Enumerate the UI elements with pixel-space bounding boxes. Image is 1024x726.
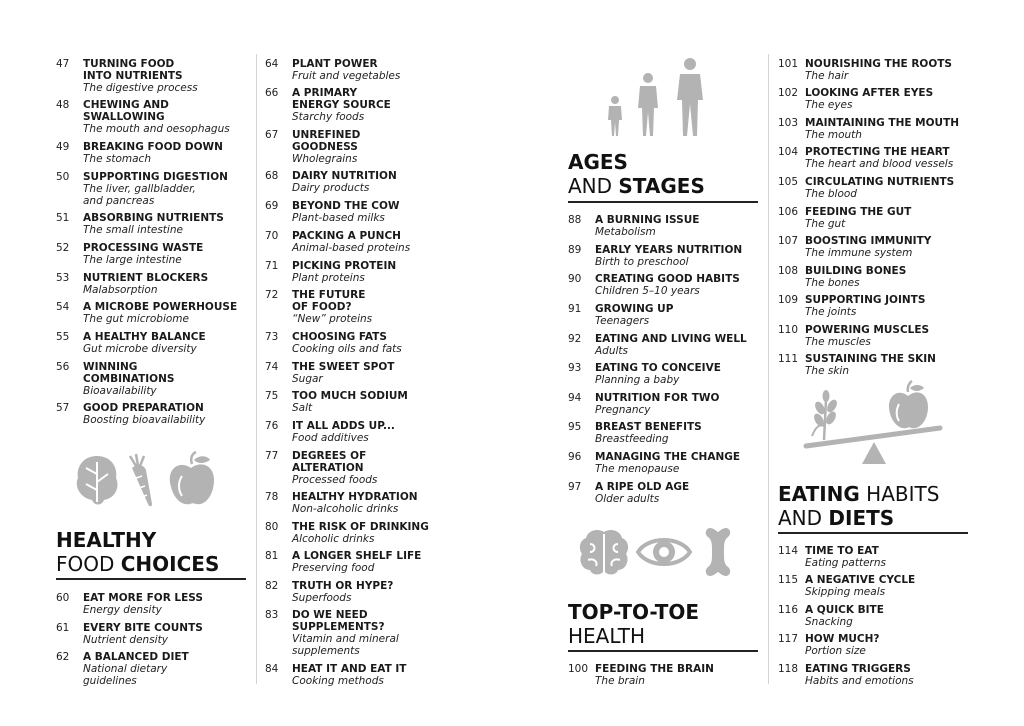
entry-subtitle: Fruit and vegetables	[292, 70, 401, 82]
entry-title: TRUTH OR HYPE?	[292, 580, 394, 592]
entry-subtitle: Plant-based milks	[292, 212, 385, 224]
page-number: 61	[56, 622, 70, 634]
entry-title: POWERING MUSCLES	[805, 324, 930, 336]
scale-icon	[800, 420, 946, 468]
entry-title: CHEWING AND SWALLOWING	[83, 99, 169, 123]
entry-title: A BALANCED DIET	[83, 651, 189, 663]
entry-title: A HEALTHY BALANCE	[83, 331, 206, 343]
page-number: 90	[568, 273, 582, 285]
entry-subtitle: Superfoods	[292, 592, 352, 604]
entry-title: THE SWEET SPOT	[292, 361, 395, 373]
entry-subtitle: The gut microbiome	[83, 313, 189, 325]
entry-title: SUPPORTING JOINTS	[805, 294, 926, 306]
entry-subtitle: The liver, gallbladder, and pancreas	[83, 183, 196, 207]
entry-title: A BURNING ISSUE	[595, 214, 700, 226]
entry-subtitle: The hair	[805, 70, 849, 82]
entry-title: A LONGER SHELF LIFE	[292, 550, 422, 562]
page-number: 107	[778, 235, 799, 247]
entry-subtitle: Pregnancy	[595, 404, 651, 416]
page-number: 80	[265, 521, 279, 533]
entry-title: HOW MUCH?	[805, 633, 880, 645]
page-number: 78	[265, 491, 279, 503]
entry-title: GROWING UP	[595, 303, 674, 315]
page-number: 77	[265, 450, 279, 462]
entry-title: EVERY BITE COUNTS	[83, 622, 203, 634]
heading-light: AND	[568, 174, 619, 198]
entry-title: MAINTAINING THE MOUTH	[805, 117, 960, 129]
apple-icon	[166, 450, 216, 508]
page-number: 74	[265, 361, 279, 373]
section-heading-ages-and-stages	[568, 150, 705, 198]
entry-title: SUSTAINING THE SKIN	[805, 353, 936, 365]
page-number: 51	[56, 212, 70, 224]
page-number: 71	[265, 260, 279, 272]
entry-subtitle: Nutrient density	[83, 634, 168, 646]
entry-subtitle: Food additives	[292, 432, 369, 444]
page-number: 91	[568, 303, 582, 315]
heading-bold: DIETS	[828, 506, 895, 530]
entry-subtitle: Snacking	[805, 616, 853, 628]
entry-title: BEYOND THE COW	[292, 200, 400, 212]
entry-title: TURNING FOOD INTO NUTRIENTS	[83, 58, 183, 82]
page-number: 92	[568, 333, 582, 345]
entry-title: PROCESSING WASTE	[83, 242, 204, 254]
page-number: 97	[568, 481, 582, 493]
page-number: 54	[56, 301, 70, 313]
entry-subtitle: The joints	[805, 306, 857, 318]
entry-subtitle: Vitamin and mineral supplements	[292, 633, 399, 657]
entry-title: DEGREES OF ALTERATION	[292, 450, 367, 474]
entry-subtitle: The muscles	[805, 336, 871, 348]
vegetables-icon	[72, 452, 122, 508]
entry-subtitle: “New” proteins	[292, 313, 373, 325]
entry-subtitle: Preserving food	[292, 562, 375, 574]
brain-icon	[578, 528, 630, 576]
page-number: 118	[778, 663, 799, 675]
entry-subtitle: The gut	[805, 218, 846, 230]
entry-title: DAIRY NUTRITION	[292, 170, 397, 182]
page-number: 64	[265, 58, 279, 70]
entry-title: FEEDING THE BRAIN	[595, 663, 714, 675]
entry-title: GOOD PREPARATION	[83, 402, 204, 414]
page-number: 52	[56, 242, 70, 254]
entry-subtitle: Eating patterns	[805, 557, 886, 569]
entry-title: DO WE NEED SUPPLEMENTS?	[292, 609, 385, 633]
page-number: 84	[265, 663, 279, 675]
entry-title: BUILDING BONES	[805, 265, 907, 277]
entry-title: LOOKING AFTER EYES	[805, 87, 934, 99]
entry-subtitle: Energy density	[83, 604, 162, 616]
entry-title: ABSORBING NUTRIENTS	[83, 212, 224, 224]
page-number: 115	[778, 574, 799, 586]
heading-bold: CHOICES	[120, 552, 220, 576]
heading-light: AND	[778, 506, 829, 530]
section-rule	[568, 650, 758, 652]
entry-title: PACKING A PUNCH	[292, 230, 401, 242]
entry-title: NUTRITION FOR TWO	[595, 392, 720, 404]
entry-title: NUTRIENT BLOCKERS	[83, 272, 209, 284]
entry-subtitle: Breastfeeding	[595, 433, 669, 445]
entry-subtitle: Children 5–10 years	[595, 285, 700, 297]
entry-subtitle: Wholegrains	[292, 153, 358, 165]
entry-subtitle: The mouth and oesophagus	[83, 123, 230, 135]
entry-subtitle: Birth to preschool	[595, 256, 689, 268]
page-number: 117	[778, 633, 799, 645]
page-number: 116	[778, 604, 799, 616]
entry-subtitle: Dairy products	[292, 182, 370, 194]
page-number: 110	[778, 324, 799, 336]
page-number: 66	[265, 87, 279, 99]
page-number: 81	[265, 550, 279, 562]
page-number: 101	[778, 58, 799, 70]
entry-title: EATING TO CONCEIVE	[595, 362, 721, 374]
entry-subtitle: The heart and blood vessels	[805, 158, 954, 170]
page-number: 103	[778, 117, 799, 129]
entry-subtitle: Planning a baby	[595, 374, 680, 386]
page-number: 88	[568, 214, 582, 226]
entry-subtitle: Habits and emotions	[805, 675, 914, 687]
entry-title: IT ALL ADDS UP...	[292, 420, 395, 432]
column-divider	[768, 54, 769, 684]
entry-title: PLANT POWER	[292, 58, 378, 70]
entry-subtitle: Metabolism	[595, 226, 656, 238]
page-number: 57	[56, 402, 70, 414]
section-heading-top-to-toe-health	[568, 600, 699, 648]
entry-title: HEAT IT AND EAT IT	[292, 663, 407, 675]
entry-subtitle: Adults	[595, 345, 629, 357]
entry-subtitle: Cooking methods	[292, 675, 384, 687]
entry-subtitle: Animal-based proteins	[292, 242, 411, 254]
entry-subtitle: Plant proteins	[292, 272, 365, 284]
entry-subtitle: The digestive process	[83, 82, 198, 94]
entry-title: CREATING GOOD HABITS	[595, 273, 740, 285]
entry-subtitle: Sugar	[292, 373, 323, 385]
entry-subtitle: Boosting bioavailability	[83, 414, 206, 426]
page-number: 50	[56, 171, 70, 183]
heading-light: HEALTH	[568, 624, 646, 648]
section-rule	[56, 578, 246, 580]
entry-title: A NEGATIVE CYCLE	[805, 574, 916, 586]
column-divider	[256, 54, 257, 684]
entry-subtitle: Cooking oils and fats	[292, 343, 402, 355]
entry-subtitle: The skin	[805, 365, 849, 377]
entry-subtitle: Portion size	[805, 645, 866, 657]
entry-title: A PRIMARY ENERGY SOURCE	[292, 87, 391, 111]
page-number: 100	[568, 663, 589, 675]
page-number: 48	[56, 99, 70, 111]
entry-subtitle: National dietary guidelines	[83, 663, 168, 687]
heading-bold: HEALTHY	[56, 528, 157, 552]
entry-title: BOOSTING IMMUNITY	[805, 235, 932, 247]
entry-subtitle: Gut microbe diversity	[83, 343, 197, 355]
entry-title: BREAST BENEFITS	[595, 421, 702, 433]
entry-title: CHOOSING FATS	[292, 331, 387, 343]
entry-title: FEEDING THE GUT	[805, 206, 912, 218]
entry-title: MANAGING THE CHANGE	[595, 451, 741, 463]
entry-title: A MICROBE POWERHOUSE	[83, 301, 238, 313]
entry-title: NOURISHING THE ROOTS	[805, 58, 952, 70]
entry-subtitle: Skipping meals	[805, 586, 886, 598]
page-number: 105	[778, 176, 799, 188]
page-number: 102	[778, 87, 799, 99]
bone-icon	[704, 526, 732, 578]
entry-subtitle: Salt	[292, 402, 313, 414]
entry-title: THE FUTURE OF FOOD?	[292, 289, 366, 313]
page-number: 104	[778, 146, 799, 158]
entry-subtitle: The stomach	[83, 153, 151, 165]
entry-subtitle: The immune system	[805, 247, 913, 259]
page-number: 56	[56, 361, 70, 373]
entry-subtitle: The eyes	[805, 99, 853, 111]
page-number: 75	[265, 390, 279, 402]
section-rule	[778, 532, 968, 534]
page-number: 94	[568, 392, 582, 404]
page-number: 89	[568, 244, 582, 256]
entry-title: EAT MORE FOR LESS	[83, 592, 203, 604]
entry-subtitle: The blood	[805, 188, 857, 200]
entry-subtitle: The brain	[595, 675, 645, 687]
section-heading-eating-habits-and-diets	[778, 482, 939, 530]
entry-subtitle: Older adults	[595, 493, 660, 505]
page-number: 47	[56, 58, 70, 70]
entry-title: BREAKING FOOD DOWN	[83, 141, 223, 153]
entry-subtitle: The mouth	[805, 129, 862, 141]
page-number: 72	[265, 289, 279, 301]
page-number: 114	[778, 545, 799, 557]
entry-title: TOO MUCH SODIUM	[292, 390, 408, 402]
entry-title: A RIPE OLD AGE	[595, 481, 690, 493]
entry-subtitle: Malabsorption	[83, 284, 158, 296]
entry-title: PROTECTING THE HEART	[805, 146, 950, 158]
page-number: 68	[265, 170, 279, 182]
entry-title: TIME TO EAT	[805, 545, 879, 557]
entry-title: SUPPORTING DIGESTION	[83, 171, 228, 183]
heading-bold: TOP-TO-TOE	[568, 600, 699, 624]
section-heading-healthy-food-choices	[56, 528, 219, 576]
page-number: 60	[56, 592, 70, 604]
page-number: 109	[778, 294, 799, 306]
entry-subtitle: Processed foods	[292, 474, 378, 486]
heading-bold: AGES	[568, 150, 628, 174]
entry-subtitle: Bioavailability	[83, 385, 157, 397]
heading-bold: EATING	[778, 482, 860, 506]
page-number: 96	[568, 451, 582, 463]
entry-subtitle: Teenagers	[595, 315, 650, 327]
entry-subtitle: Starchy foods	[292, 111, 365, 123]
heading-bold: STAGES	[618, 174, 705, 198]
page-number: 93	[568, 362, 582, 374]
entry-title: WINNING COMBINATIONS	[83, 361, 175, 385]
entry-title: UNREFINED GOODNESS	[292, 129, 361, 153]
eye-icon	[636, 530, 692, 574]
entry-title: HEALTHY HYDRATION	[292, 491, 418, 503]
entry-subtitle: The menopause	[595, 463, 680, 475]
page-number: 108	[778, 265, 799, 277]
page-number: 76	[265, 420, 279, 432]
entry-title: A QUICK BITE	[805, 604, 884, 616]
heading-light: FOOD	[56, 552, 121, 576]
page-number: 82	[265, 580, 279, 592]
entry-title: EATING AND LIVING WELL	[595, 333, 747, 345]
entry-title: CIRCULATING NUTRIENTS	[805, 176, 955, 188]
section-rule	[568, 201, 758, 203]
page-number: 83	[265, 609, 279, 621]
entry-title: THE RISK OF DRINKING	[292, 521, 429, 533]
page-number: 69	[265, 200, 279, 212]
family-icon	[600, 56, 712, 138]
entry-subtitle: Non-alcoholic drinks	[292, 503, 399, 515]
entry-subtitle: The bones	[805, 277, 860, 289]
page-number: 73	[265, 331, 279, 343]
heading-light: HABITS	[859, 482, 940, 506]
page-number: 53	[56, 272, 70, 284]
entry-subtitle: The large intestine	[83, 254, 182, 266]
carrot-icon	[122, 452, 158, 508]
page-number: 70	[265, 230, 279, 242]
page-number: 49	[56, 141, 70, 153]
page-number: 67	[265, 129, 279, 141]
page-number: 55	[56, 331, 70, 343]
page-number: 95	[568, 421, 582, 433]
entry-subtitle: Alcoholic drinks	[292, 533, 375, 545]
entry-title: PICKING PROTEIN	[292, 260, 397, 272]
entry-subtitle: The small intestine	[83, 224, 183, 236]
page-number: 106	[778, 206, 799, 218]
page-number: 111	[778, 353, 799, 365]
page-number: 62	[56, 651, 70, 663]
entry-title: EATING TRIGGERS	[805, 663, 911, 675]
entry-title: EARLY YEARS NUTRITION	[595, 244, 743, 256]
